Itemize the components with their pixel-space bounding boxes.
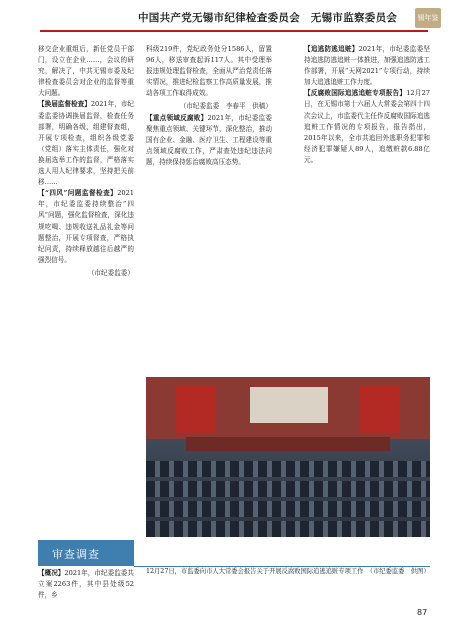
section-banner [38,540,134,566]
column-bottom-left [38,568,134,601]
photo-flag-left [176,385,216,433]
column-right [304,44,430,166]
column-middle [146,44,272,168]
section-heading: 【反腐败国际追逃追赃专项报告】 [304,89,407,98]
paragraph: 2021年，市纪委监委协调换届监督，检查任务部署，明确各级，组建督查组，开展专项检查，组织各级党委（党组）落实主体责任，强化对换届选举工作的监督，严格落实选人用人纪律要求，坚持把关前移…… [38,100,134,187]
photo-seat-row [146,501,430,517]
header-rule [40,30,428,32]
paragraph: 2021年，市纪委监委坚持追逃防逃追赃一体推进，加强追逃防逃工作部署，开展“天网2021”专项行动，持续加大追逃追赃工作力度。 [304,45,430,87]
photo-screen [250,387,328,423]
page-number: 87 [417,608,428,617]
photo-caption: 12月27日，市监委向市人大常委会报告关于开展反腐败国际追逃追赃专项工作 （市纪委监委 供图） [146,568,430,575]
yearbook-emblem-icon: 锡年鉴 [415,8,441,28]
column-left [38,44,134,279]
section-heading: 【“四风”问题监督检查】 [38,189,118,198]
page-header [0,0,468,36]
credit: （市纪委监委 李春平 供稿） [179,102,272,111]
paragraph: 12月27日，在无锡市第十六届人大常委会第四十四次会议上，市监委代主任作反腐败国际追逃追赃工作情况的专项报告，报告指出，2015年以来，全市共追回外逃职务犯罪和经济犯罪嫌疑人89人，追缴赃款6.88亿元。 [304,89,430,164]
photo-flag-right [360,385,400,433]
paragraph: 科级219件，党纪政务处分1586人，留置96人，移送审查起诉117人。其中受理举报违规处理监督检查，全面从严治党责任落实情况，推进纪检监察工作高质量发展，推动各项工作取得成效。 [146,45,272,98]
section-heading: 【概况】 [38,569,65,577]
photo-seat-row [146,481,430,497]
section-heading: 【换届监督检查】 [38,100,91,109]
section-heading: 【重点领域反腐败】 [146,113,208,122]
paragraph: 2021年，市纪委监委持续整治“四风”问题，强化监督检查，深化违规吃喝、违规收送礼品礼金等问题整治，开展专项督查，严格执纪问责，持续释放越往后越严的强烈信号。 [38,189,134,264]
section-heading: 【追逃防逃追赃】 [304,45,359,53]
section-title: 审查调查 [52,548,100,561]
photo-seat-row [146,521,430,537]
paragraph: 移交企业重组后，新任党员干部门，设立在企业……，会议的研究，解决了，中共无锡市委及纪律检查委员会对企业的监督等重大问题。 [38,45,134,98]
meeting-photo [146,377,430,537]
photo-seat-row [146,461,430,477]
paragraph: 2021年，市纪委监委聚焦重点领域、关键环节，深化整治，推动国有企业、金融、医疗卫生、工程建设等重点领域反腐败工作，严肃查处违纪违法问题，持续保持惩治腐败高压态势。 [146,113,273,166]
credit: （市纪委监委） [87,268,134,277]
paragraph: 2021年，市纪委监委共立案2263件，其中县处级52件，乡 [38,569,134,600]
header-title: 中国共产党无锡市纪律检查委员会 无锡市监察委员会 [138,12,398,24]
photo-podium [186,437,390,451]
